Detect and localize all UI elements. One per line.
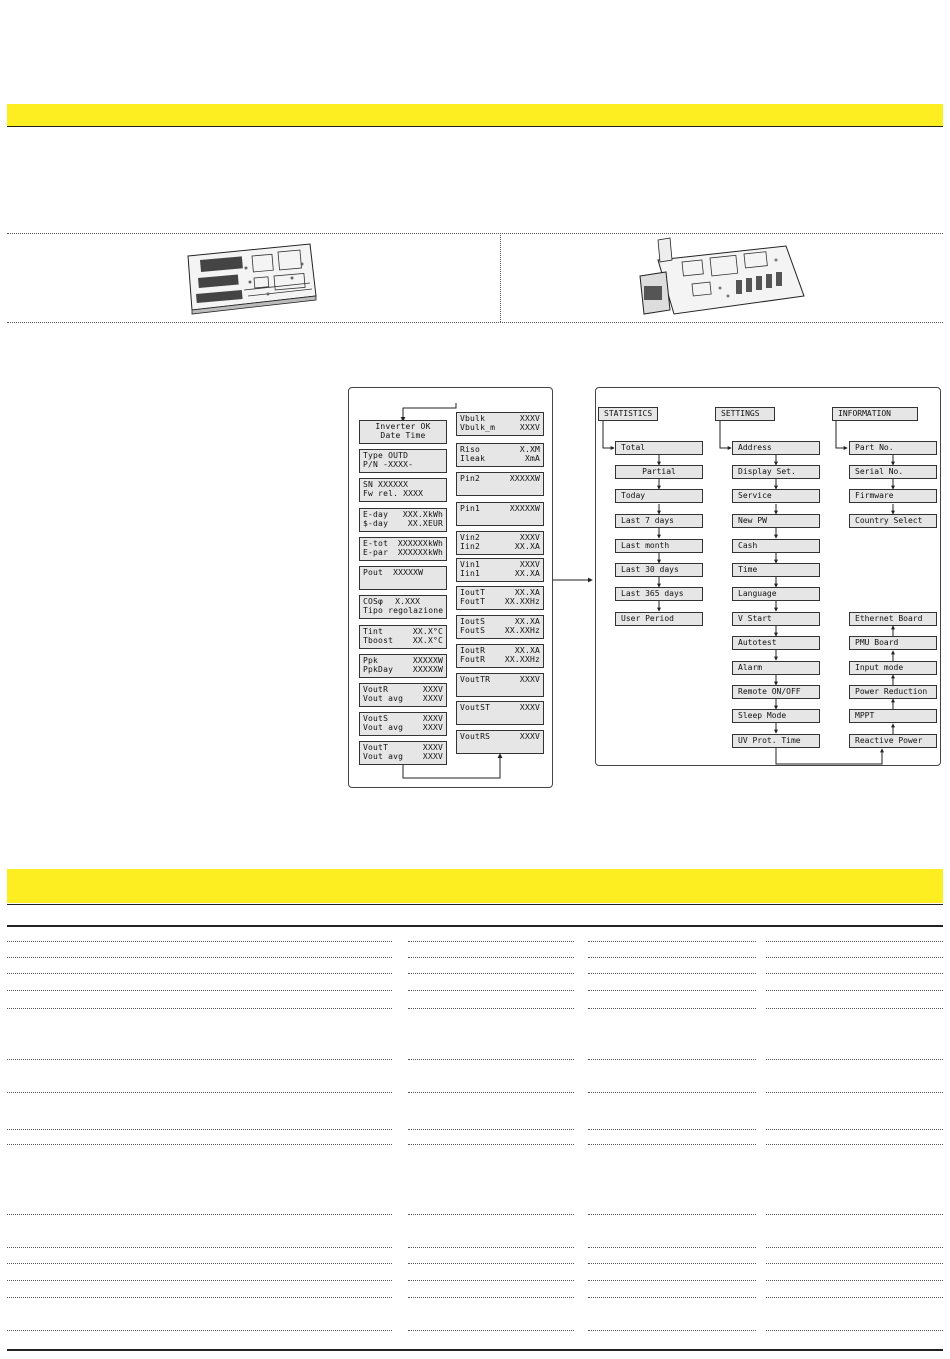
lcd-value: XXXV [519, 533, 540, 542]
table-row-dotted-cell [7, 1297, 392, 1298]
lcd-label: VoutRS [460, 732, 491, 741]
lcd-label: Vout avg [363, 694, 404, 703]
menu-item-mppt[interactable]: MPPT [849, 709, 937, 723]
table-row-dotted-cell [766, 973, 943, 974]
table-row-dotted-cell [766, 1008, 943, 1009]
menu-item-ethernet-board[interactable]: Ethernet Board [849, 612, 937, 626]
menu-item-pmu-board[interactable]: PMU Board [849, 636, 937, 650]
table-row-dotted-cell [7, 1129, 392, 1130]
table-bottom-rule [7, 1349, 943, 1351]
lcd-value: XX.XXHz [504, 655, 540, 664]
lcd-label: Ppk [363, 656, 379, 665]
tree-header-settings[interactable]: SETTINGS [715, 407, 775, 421]
menu-item-new-pw[interactable]: New PW [732, 514, 820, 528]
table-row-dotted-cell [7, 973, 392, 974]
table-row-dotted-cell [7, 1263, 392, 1264]
lcd-value: XXXV [422, 694, 443, 703]
table-row-dotted-cell [7, 1330, 392, 1331]
lcd-label: PpkDay [363, 665, 394, 674]
table-row-dotted-cell [588, 1214, 756, 1215]
menu-item-last-365-days[interactable]: Last 365 days [615, 587, 703, 601]
table-row-dotted-cell [766, 1263, 943, 1264]
menu-item-sleep-mode[interactable]: Sleep Mode [732, 709, 820, 723]
lcd-value: XXXV [422, 723, 443, 732]
lcd-label: VoutR [363, 685, 389, 694]
table-row-dotted-cell [766, 1214, 943, 1215]
menu-item-cash[interactable]: Cash [732, 539, 820, 553]
lcd-label: P/N -XXXX- [363, 460, 414, 469]
lcd-label: Vin1 [460, 560, 481, 569]
table-row-dotted-cell [766, 941, 943, 942]
lcd-label: Pin1 [460, 504, 481, 513]
menu-item-power-reduction[interactable]: Power Reduction [849, 685, 937, 699]
table-row-dotted-cell [7, 990, 392, 991]
table-row-dotted-cell [7, 1008, 392, 1009]
table-row-dotted-cell [408, 990, 574, 991]
table-row-dotted-cell [588, 1059, 756, 1060]
table-row-dotted-cell [408, 1092, 574, 1093]
menu-item-country-select[interactable]: Country Select [849, 514, 937, 528]
menu-item-today[interactable]: Today [615, 489, 703, 503]
menu-item-language[interactable]: Language [732, 587, 820, 601]
lcd-label: IoutT [460, 588, 486, 597]
menu-item-last-7-days[interactable]: Last 7 days [615, 514, 703, 528]
lcd-value: XX.XA [514, 542, 540, 551]
lcd-label: Type OUTD [363, 451, 409, 460]
lcd-value: XXXXXW [412, 656, 443, 665]
table-row-dotted-cell [7, 1280, 392, 1281]
lcd-value: XX.XA [514, 588, 540, 597]
table-row-dotted-cell [408, 1144, 574, 1145]
menu-item-serial-no[interactable]: Serial No. [849, 465, 937, 479]
table-row-dotted-cell [408, 1059, 574, 1060]
lcd-label: Vout avg [363, 752, 404, 761]
lcd-label: E-tot [363, 539, 389, 548]
lcd-value: XX.XEUR [407, 519, 443, 528]
tree-header-statistics[interactable]: STATISTICS [598, 407, 658, 421]
menu-item-user-period[interactable]: User Period [615, 612, 703, 626]
table-row-dotted-cell [408, 1129, 574, 1130]
lcd-value: X.XXX [395, 597, 421, 606]
table-row-dotted-cell [408, 1263, 574, 1264]
lcd-label: VoutTR [460, 675, 491, 684]
menu-item-last-30-days[interactable]: Last 30 days [615, 563, 703, 577]
lcd-label: Iin1 [460, 569, 481, 578]
menu-item-autotest[interactable]: Autotest [732, 636, 820, 650]
lcd-label: VoutST [460, 703, 491, 712]
table-row-dotted-cell [766, 1144, 943, 1145]
menu-item-uv-prot-time[interactable]: UV Prot. Time [732, 734, 820, 748]
lcd-label: FoutR [460, 655, 486, 664]
table-row-dotted-cell [7, 1144, 392, 1145]
table-row-dotted-cell [766, 957, 943, 958]
lcd-label: Vbulk_m [460, 423, 496, 432]
lcd-label: Tboost [363, 636, 394, 645]
menu-item-time[interactable]: Time [732, 563, 820, 577]
table-row-dotted-cell [408, 1008, 574, 1009]
table-row-dotted-cell [588, 1280, 756, 1281]
menu-item-address[interactable]: Address [732, 441, 820, 455]
menu-item-total[interactable]: Total [615, 441, 703, 455]
lcd-label: FoutT [460, 597, 486, 606]
lcd-label: IoutR [460, 646, 486, 655]
lcd-value: XXXXXW [509, 474, 540, 483]
menu-item-alarm[interactable]: Alarm [732, 661, 820, 675]
table-row-dotted-cell [766, 1330, 943, 1331]
menu-item-input-mode[interactable]: Input mode [849, 661, 937, 675]
lcd-value: XX.X°C [412, 627, 443, 636]
lcd-value: XX.XA [514, 617, 540, 626]
lcd-label: VoutS [363, 714, 389, 723]
lcd-line: Date Time [380, 431, 426, 440]
table-header-underline [7, 904, 943, 905]
lcd-value: XXXV [422, 752, 443, 761]
lcd-label: Fw rel. XXXX [363, 489, 424, 498]
lcd-value: XXXV [422, 685, 443, 694]
lcd-value: XX.XA [514, 569, 540, 578]
lcd-label: Pin2 [460, 474, 481, 483]
table-row-dotted-cell [588, 1247, 756, 1248]
lcd-label: IoutS [460, 617, 486, 626]
lcd-label: Riso [460, 445, 481, 454]
lcd-label: Tint [363, 627, 384, 636]
menu-item-reactive-power[interactable]: Reactive Power [849, 734, 937, 748]
lcd-value: XXXXXW [509, 504, 540, 513]
lcd-value: XX.XXHz [504, 626, 540, 635]
lcd-label: Vout avg [363, 723, 404, 732]
lcd-label: SN XXXXXX [363, 480, 409, 489]
menu-item-display-set[interactable]: Display Set. [732, 465, 820, 479]
menu-item-remote-on-off[interactable]: Remote ON/OFF [732, 685, 820, 699]
table-row-dotted-cell [766, 1129, 943, 1130]
lcd-label: Pout [363, 568, 384, 577]
table-row-dotted-cell [7, 1092, 392, 1093]
table-row-dotted-cell [7, 1214, 392, 1215]
table-row-dotted-cell [408, 941, 574, 942]
table-row-dotted-cell [408, 1214, 574, 1215]
table-row-dotted-cell [7, 1247, 392, 1248]
table-row-dotted-cell [588, 1008, 756, 1009]
lcd-value: XXXV [519, 675, 540, 684]
menu-item-firmware[interactable]: Firmware [849, 489, 937, 503]
table-row-dotted-cell [766, 1092, 943, 1093]
table-row-dotted-cell [408, 1280, 574, 1281]
lcd-label: Tipo regolazione [363, 606, 444, 615]
lcd-value: XXXV [422, 714, 443, 723]
menu-item-part-no[interactable]: Part No. [849, 441, 937, 455]
table-row-dotted-cell [588, 1144, 756, 1145]
lcd-value: XXXXXXkWh [397, 539, 443, 548]
lcd-value: XXXXXXkWh [397, 548, 443, 557]
table-row-dotted-cell [766, 1297, 943, 1298]
lcd-value: X.XM [519, 445, 540, 454]
table-row-dotted-cell [766, 1280, 943, 1281]
lcd-label: E-day [363, 510, 389, 519]
menu-item-partial[interactable]: Partial [615, 465, 703, 479]
tree-header-information[interactable]: INFORMATION [832, 407, 918, 421]
table-row-dotted-cell [588, 990, 756, 991]
table-row-dotted-cell [408, 1247, 574, 1248]
lcd-value: XX.XXHz [504, 597, 540, 606]
menu-item-service[interactable]: Service [732, 489, 820, 503]
lcd-value: XXXXXW [393, 568, 424, 577]
table-row-dotted-cell [588, 1263, 756, 1264]
lcd-label: Vin2 [460, 533, 481, 542]
table-row-dotted-cell [7, 941, 392, 942]
lcd-value: XXXV [519, 703, 540, 712]
lcd-value: XXXXXW [412, 665, 443, 674]
lcd-value: XX.XA [514, 646, 540, 655]
table-row-dotted-cell [408, 957, 574, 958]
lcd-line: Inverter OK [375, 422, 431, 431]
table-row-dotted-cell [588, 941, 756, 942]
lcd-value: XX.X°C [412, 636, 443, 645]
table-row-dotted-cell [408, 1330, 574, 1331]
lcd-label: FoutS [460, 626, 486, 635]
lcd-label: Iin2 [460, 542, 481, 551]
lcd-value: XXX.XkWh [402, 510, 443, 519]
lcd-label: Vbulk [460, 414, 486, 423]
table-row-dotted-cell [766, 1247, 943, 1248]
lcd-label: COSφ [363, 597, 384, 606]
lcd-value: XXXV [422, 743, 443, 752]
lcd-label: VoutT [363, 743, 389, 752]
menu-item-v-start[interactable]: V Start [732, 612, 820, 626]
table-row-dotted-cell [7, 957, 392, 958]
table-row-dotted-cell [7, 1059, 392, 1060]
table-row-dotted-cell [588, 1330, 756, 1331]
table-header-band [7, 869, 943, 903]
lcd-value: XXXV [519, 414, 540, 423]
lcd-value: XXXV [519, 732, 540, 741]
table-row-dotted-cell [588, 1129, 756, 1130]
table-row-dotted-cell [408, 973, 574, 974]
lcd-value: XXXV [519, 423, 540, 432]
table-row-dotted-cell [588, 1297, 756, 1298]
table-column-header-rule [7, 925, 943, 927]
table-row-dotted-cell [408, 1297, 574, 1298]
table-row-dotted-cell [766, 990, 943, 991]
lcd-value: XmA [524, 454, 540, 463]
table-row-dotted-cell [588, 973, 756, 974]
menu-item-last-month[interactable]: Last month [615, 539, 703, 553]
lcd-value: XXXV [519, 560, 540, 569]
lcd-label: E-par [363, 548, 389, 557]
lcd-label: $-day [363, 519, 389, 528]
table-row-dotted-cell [588, 1092, 756, 1093]
lcd-label: Ileak [460, 454, 486, 463]
table-row-dotted-cell [766, 1059, 943, 1060]
table-row-dotted-cell [588, 957, 756, 958]
